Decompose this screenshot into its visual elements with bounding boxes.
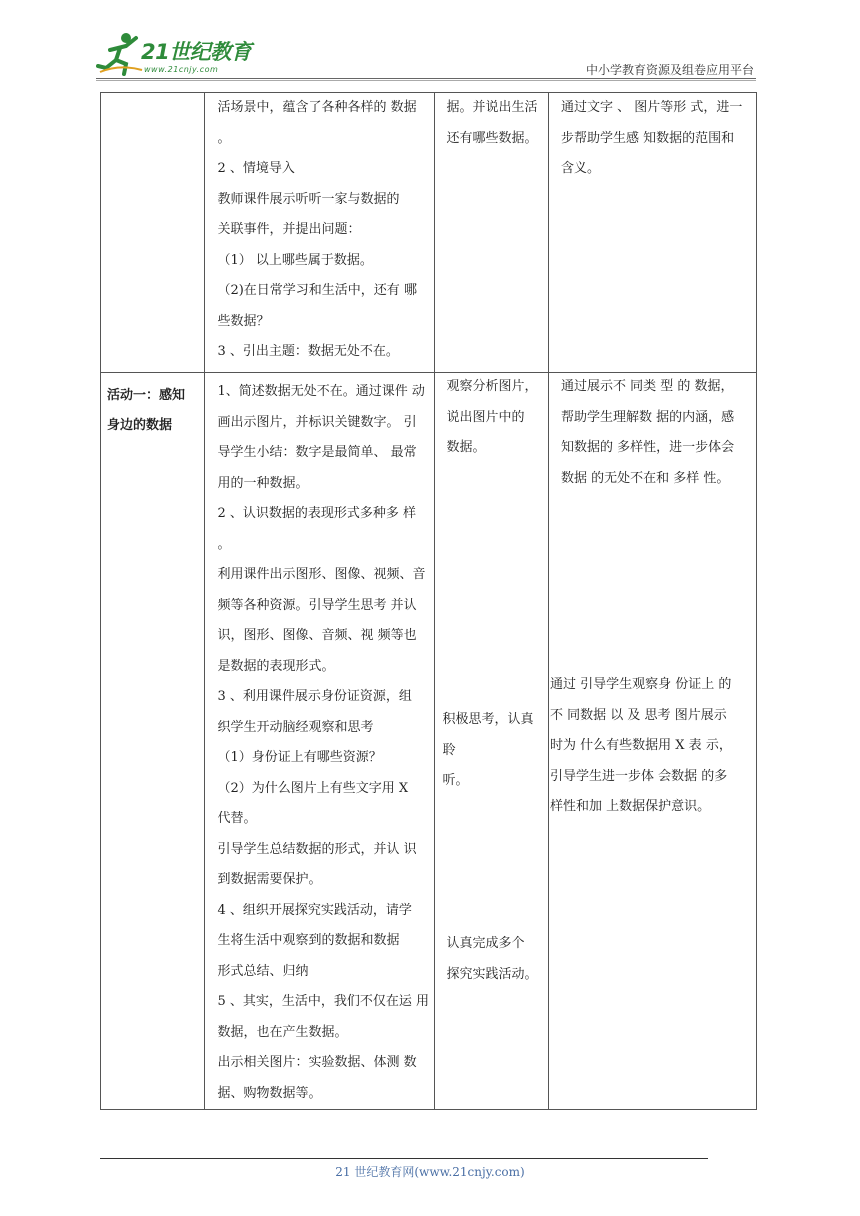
- lesson-plan-table: [100, 92, 757, 1110]
- teacher-activity-cell: [205, 93, 434, 373]
- text-line: 生将生活中观察到的数据和数据: [217, 933, 400, 948]
- page-header: [0, 0, 860, 80]
- header-divider-thin: [96, 80, 756, 81]
- text-line: 样性和加 上数据保护意识。: [550, 799, 711, 814]
- text-line: 关联事件，并提出问题：: [217, 222, 361, 237]
- text-line: 4 、组织开展探究实践活动，请学: [217, 902, 412, 918]
- table-row: [101, 373, 757, 1110]
- design-intent-text: [549, 372, 738, 494]
- student-activity-text: [435, 93, 549, 154]
- activity-cell: [101, 373, 205, 1110]
- text-line: 身边的数据: [107, 418, 173, 433]
- design-intent-text: [549, 93, 756, 185]
- text-line: 些数据？: [217, 313, 270, 329]
- student-activity-text: [435, 372, 542, 464]
- teacher-activity-cell: [205, 373, 434, 1110]
- text-line: 。: [217, 536, 231, 552]
- text-line: 。: [217, 130, 231, 146]
- text-line: 1、简述数据无处不在。通过课件 动: [217, 384, 425, 399]
- platform-title: 中小学教育资源及组卷应用平台: [585, 63, 754, 77]
- text-line: 活动一：感知: [107, 388, 186, 403]
- text-line: 5 、其实，生活中，我们不仅在运 用: [217, 994, 430, 1009]
- text-line: 导学生小结：数字是最简单、 最常: [217, 445, 417, 460]
- text-line: 用的一种数据。: [217, 475, 309, 491]
- text-line: 3 、引出主题：数据无处不在。: [217, 344, 399, 359]
- student-activity-cell: [434, 373, 549, 1110]
- text-line: 2 、情境导入: [217, 161, 295, 176]
- text-line: 知数据的 多样性，进一步体会: [561, 440, 735, 455]
- logo-url: www.21cnjy.com: [144, 65, 219, 74]
- design-intent-cell: [549, 373, 757, 1110]
- text-line: 数据 的无处不在和 多样 性。: [561, 470, 730, 486]
- table-row: [101, 93, 757, 373]
- footer-divider: [100, 1158, 708, 1159]
- text-line: 2 、认识数据的表现形式多种多 样: [217, 506, 417, 521]
- text-line: 探究实践活动。: [446, 966, 538, 982]
- text-line: 数据，也在产生数据。: [217, 1024, 348, 1040]
- design-intent-cell: [549, 93, 757, 373]
- text-line: （2）为什么图片上有些文字用 X: [217, 780, 409, 796]
- text-line: 时为 什么有些数据用 X 表 示，: [550, 738, 732, 753]
- site-logo[interactable]: [96, 30, 266, 78]
- text-line: 含义。: [561, 161, 601, 176]
- text-line: 认真完成多个: [446, 936, 525, 951]
- text-line: （1）身份证上有哪些资源？: [217, 750, 382, 765]
- footer-link[interactable]: 21 世纪教育网(www.21cnjy.com): [335, 1165, 525, 1179]
- text-line: 代替。: [217, 811, 257, 826]
- text-line: 通过展示不 同类 型 的 数据，: [561, 379, 734, 394]
- logo-text: 21世纪教育: [141, 40, 252, 64]
- text-line: 织学生开动脑经观察和思考: [217, 719, 374, 735]
- text-line: 出示相关图片：实验数据、体测 数: [217, 1055, 417, 1070]
- text-line: 据。并说出生活: [446, 100, 538, 115]
- text-line: 到数据需要保护。: [217, 872, 322, 887]
- student-activity-cell: [434, 93, 549, 373]
- text-line: 不 同数据 以 及 思考 图片展示: [550, 707, 727, 723]
- text-line: 步帮助学生感 知数据的范围和: [561, 130, 735, 146]
- activity-title: [101, 373, 204, 441]
- text-line: 通过文字 、 图片等形 式，进一: [561, 100, 743, 115]
- text-line: 积极思考，认真 聆: [442, 712, 534, 758]
- text-line: 通过 引导学生观察身 份证上 的: [550, 677, 732, 692]
- text-line: 引导学生进一步体 会数据 的多: [550, 768, 728, 784]
- text-line: 频等各种资源。引导学生思考 并认: [217, 597, 417, 613]
- text-line: 说出图片中的: [446, 409, 525, 425]
- text-line: 据、购物数据等。: [217, 1085, 322, 1101]
- text-line: 画出示图片，并标识关键数字。 引: [217, 414, 417, 430]
- text-line: 形式总结、归纳: [217, 963, 309, 979]
- text-line: 教师课件展示听听一家与数据的: [217, 191, 400, 207]
- text-line: 利用课件出示图形、图像、视频、音: [217, 567, 426, 582]
- design-intent-text: [549, 670, 734, 823]
- text-line: 听。: [442, 773, 469, 788]
- runner-logo-icon: [96, 30, 144, 76]
- text-line: 是数据的表现形式。: [217, 658, 335, 674]
- text-line: 3 、利用课件展示身份证资源，组: [217, 689, 412, 704]
- text-line: 识，图形、图像、音频、视 频等也: [217, 628, 417, 643]
- teacher-activity-text: [205, 93, 433, 368]
- text-line: 活场景中，蕴含了各种各样的 数据: [217, 100, 417, 115]
- text-line: 还有哪些数据。: [446, 130, 538, 146]
- text-line: 数据。: [446, 440, 486, 455]
- teacher-activity-text: [205, 373, 433, 1109]
- student-activity-text: [435, 705, 549, 797]
- text-line: （2)在日常学习和生活中，还有 哪: [217, 283, 417, 298]
- activity-cell: [101, 93, 205, 373]
- text-line: （1） 以上哪些属于数据。: [217, 252, 373, 268]
- student-activity-text: [435, 929, 542, 990]
- text-line: 观察分析图片，: [446, 379, 538, 394]
- header-divider: [96, 78, 756, 79]
- text-line: 帮助学生理解数 据的内涵，感: [561, 409, 735, 425]
- text-line: 引导学生总结数据的形式，并认 识: [217, 841, 417, 857]
